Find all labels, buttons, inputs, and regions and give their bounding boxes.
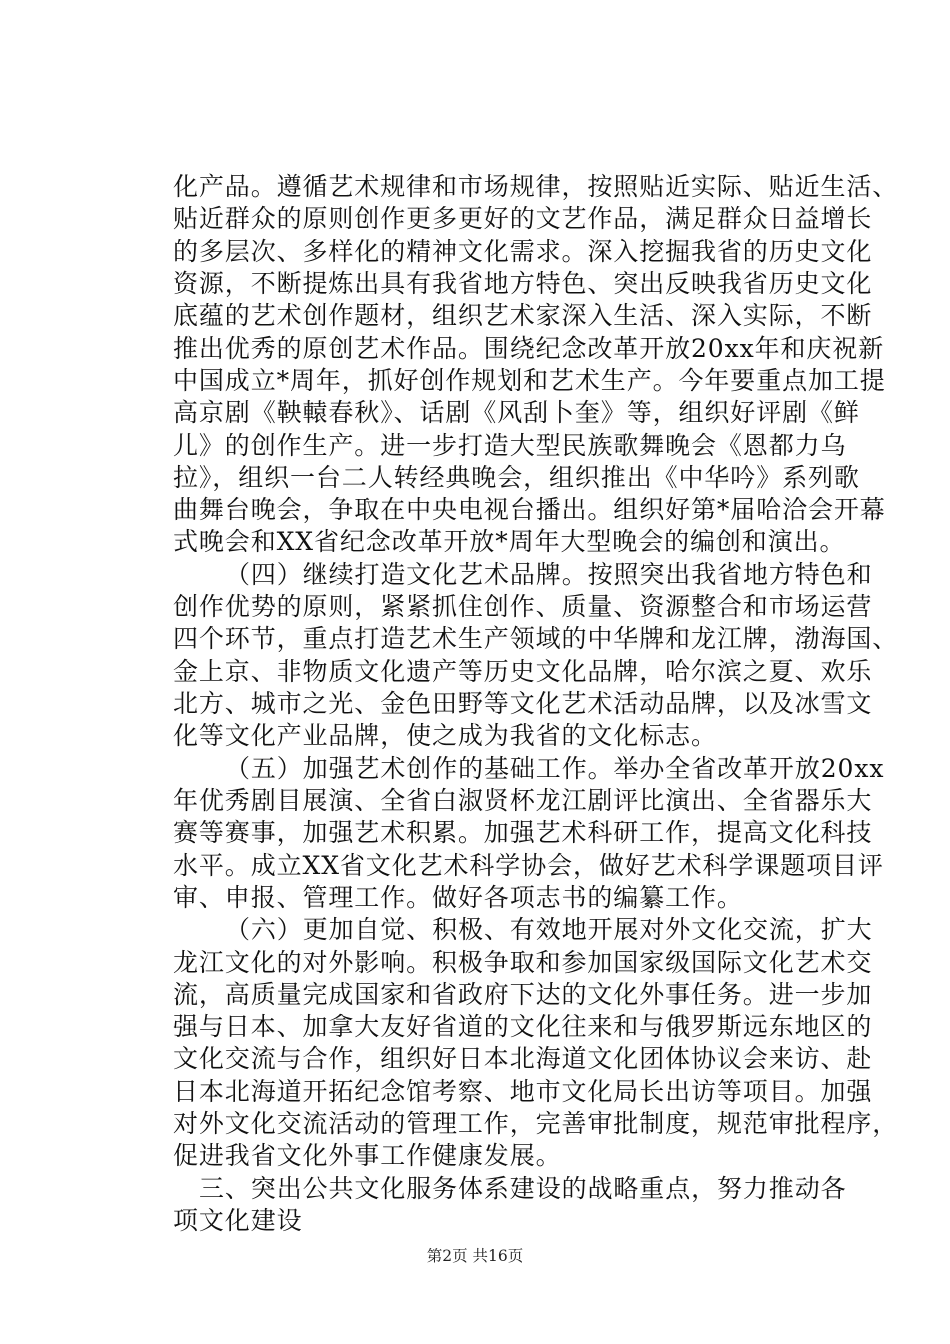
text-line: 底蕴的艺术创作题材，组织艺术家深入生活、深入实际，不断 (173, 301, 873, 330)
text-line: 化等文化产业品牌，使之成为我省的文化标志。 (173, 721, 717, 750)
text-line: 强与日本、加拿大友好省道的文化往来和与俄罗斯远东地区的 (173, 1012, 873, 1041)
text-line: 北方、城市之光、金色田野等文化艺术活动品牌，以及冰雪文 (173, 689, 873, 718)
text-line: 赛等赛事，加强艺术积累。加强艺术科研工作，提高文化科技 (173, 818, 873, 847)
text-line: 流，高质量完成国家和省政府下达的文化外事任务。进一步加 (173, 980, 873, 1009)
text-line: 的多层次、多样化的精神文化需求。深入挖掘我省的历史文化 (173, 237, 873, 266)
text-line: 高京剧《鞅轅春秋》、话剧《风刮卜奎》等，组织好评剧《鲜 (173, 398, 860, 427)
text-line: 日本北海道开拓纪念馆考察、地市文化局长出访等项目。加强 (173, 1077, 873, 1106)
text-line: 四个环节，重点打造艺术生产领域的中华牌和龙江牌，渤海国、 (173, 624, 899, 653)
text-line: 化产品。遵循艺术规律和市场规律，按照贴近实际、贴近生活、 (173, 172, 899, 201)
text-line: （五）加强艺术创作的基础工作。举办全省改革开放20xx (225, 754, 885, 783)
text-line: 式晚会和XX省纪念改革开放*周年大型晚会的编创和演出。 (173, 527, 846, 556)
text-line: （六）更加自觉、积极、有效地开展对外文化交流，扩大 (225, 915, 873, 944)
text-line: 对外文化交流活动的管理工作，完善审批制度，规范审批程序， (173, 1109, 899, 1138)
text-line: 推出优秀的原创艺术作品。围绕纪念改革开放20xx年和庆祝新 (173, 334, 885, 363)
text-line: 贴近群众的原则创作更多更好的文艺作品，满足群众日益增长 (173, 204, 873, 233)
text-line: 文化交流与合作，组织好日本北海道文化团体协议会来访、赴 (173, 1044, 873, 1073)
text-line: 创作优势的原则，紧紧抓住创作、质量、资源整合和市场运营 (173, 592, 873, 621)
page-number-footer: 第2页 共16页 (426, 1247, 524, 1265)
text-line: （四）继续打造文化艺术品牌。按照突出我省地方特色和 (225, 560, 873, 589)
text-line: 审、申报、管理工作。做好各项志书的编纂工作。 (173, 883, 743, 912)
text-line: 龙江文化的对外影响。积极争取和参加国家级国际文化艺术交 (173, 948, 873, 977)
text-line: 年优秀剧目展演、全省白淑贤杯龙江剧评比演出、全省器乐大 (173, 786, 873, 815)
text-line: 中国成立*周年，抓好创作规划和艺术生产。今年要重点加工提 (173, 366, 886, 395)
text-line: 金上京、非物质文化遗产等历史文化品牌，哈尔滨之夏、欢乐 (173, 657, 873, 686)
text-line: 曲舞台晚会，争取在中央电视台播出。组织好第*届哈洽会开幕 (173, 495, 886, 524)
text-line: 资源，不断提炼出具有我省地方特色、突出反映我省历史文化 (173, 269, 873, 298)
text-line: 拉》，组织一台二人转经典晚会，组织推出《中华吟》系列歌 (173, 463, 860, 492)
text-line: 项文化建设 (173, 1206, 303, 1235)
text-line: 三、突出公共文化服务体系建设的战略重点，努力推动各 (199, 1174, 847, 1203)
text-line: 促进我省文化外事工作健康发展。 (173, 1141, 562, 1170)
text-line: 水平。成立XX省文化艺术科学协会，做好艺术科学课题项目评 (173, 851, 884, 880)
text-line: 儿》的创作生产。进一步打造大型民族歌舞晚会《恩都力乌 (173, 431, 847, 460)
